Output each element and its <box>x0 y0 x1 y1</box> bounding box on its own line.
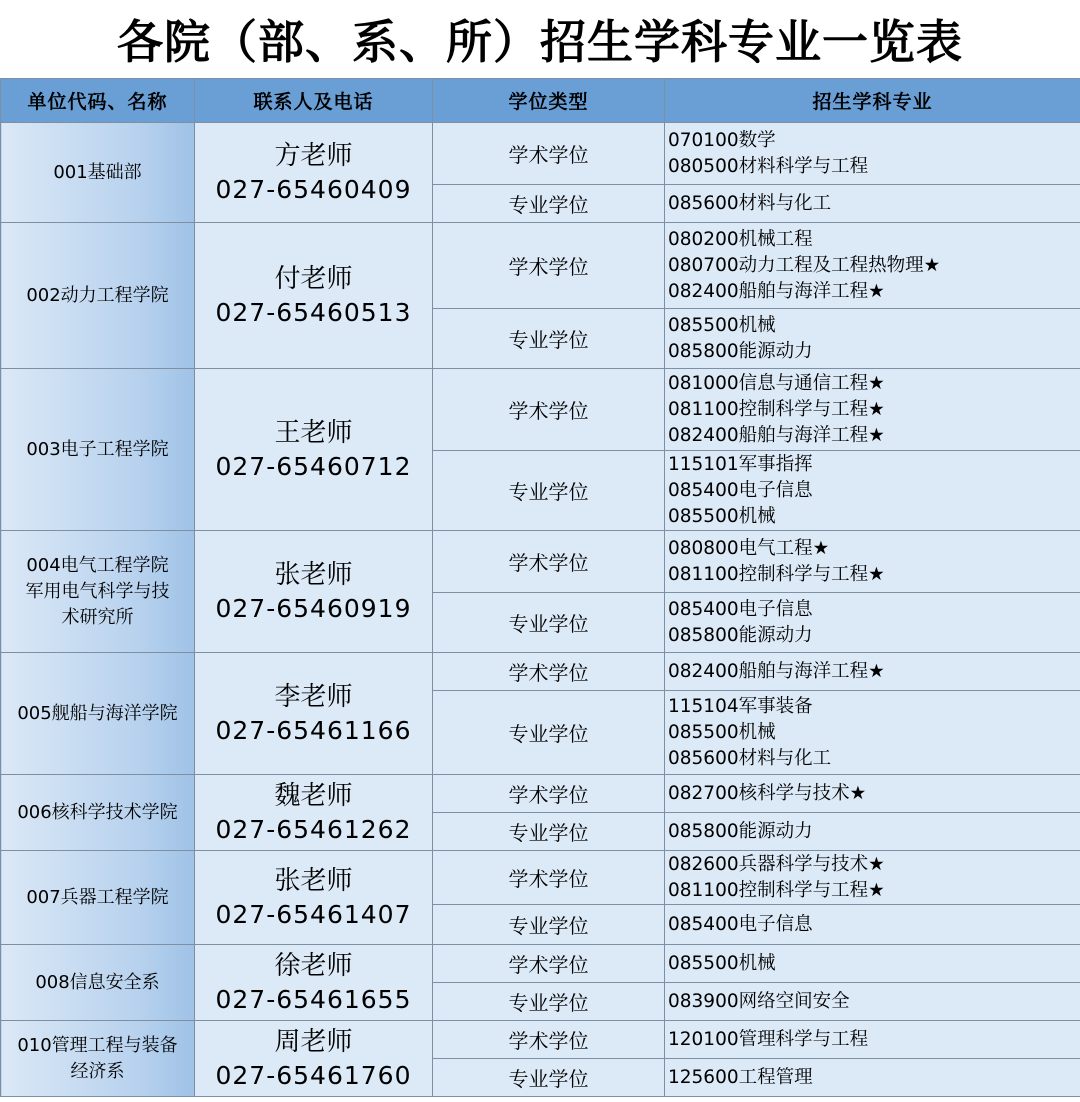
header-unit: 单位代码、名称 <box>1 79 195 123</box>
contact-name: 李老师 <box>274 681 353 712</box>
majors-cell <box>665 369 1080 451</box>
unit-name-line: 008信息安全系 <box>35 971 160 993</box>
contact-phone: 027-65461655 <box>215 984 412 1014</box>
major-item: 115104军事装备 <box>668 695 813 717</box>
major-item: 085600材料与化工 <box>668 192 832 214</box>
contact-phone: 027-65460919 <box>215 593 412 623</box>
major-item: 081100控制科学与工程★ <box>668 563 885 585</box>
contact-cell <box>195 945 433 1021</box>
contact-name: 魏老师 <box>274 780 353 811</box>
degree-type-cell: 学术学位 <box>433 369 665 451</box>
contact-cell <box>195 775 433 851</box>
header-degree-type: 学位类型 <box>433 79 665 123</box>
unit-name-line: 010管理工程与装备 <box>17 1034 178 1056</box>
major-item: 082600兵器科学与技术★ <box>668 853 885 875</box>
table-row <box>1 775 1080 813</box>
majors-cell <box>665 851 1080 905</box>
major-item: 085800能源动力 <box>668 340 813 362</box>
degree-type-cell: 专业学位 <box>433 309 665 369</box>
degree-type-cell: 学术学位 <box>433 851 665 905</box>
unit-name-line: 军用电气科学与技 <box>25 580 170 602</box>
contact-name: 徐老师 <box>274 950 353 981</box>
majors-cell <box>665 945 1080 983</box>
degree-type-cell: 学术学位 <box>433 223 665 309</box>
table-row <box>1 653 1080 691</box>
major-item: 082400船舶与海洋工程★ <box>668 280 885 302</box>
contact-phone: 027-65461760 <box>215 1060 412 1090</box>
table-row <box>1 369 1080 451</box>
major-item: 080700动力工程及工程热物理★ <box>668 254 941 276</box>
major-item: 082400船舶与海洋工程★ <box>668 660 885 682</box>
table-row <box>1 123 1080 185</box>
page-title: 各院（部、系、所）招生学科专业一览表 <box>117 15 963 69</box>
majors-cell <box>665 223 1080 309</box>
degree-type-cell: 专业学位 <box>433 593 665 653</box>
unit-name-line: 001基础部 <box>53 161 142 183</box>
majors-cell <box>665 185 1080 223</box>
unit-name-cell <box>1 851 195 945</box>
major-item: 085500机械 <box>668 505 776 527</box>
major-item: 082400船舶与海洋工程★ <box>668 424 885 446</box>
table-row <box>1 1021 1080 1059</box>
degree-type-cell: 学术学位 <box>433 653 665 691</box>
major-item: 125600工程管理 <box>668 1066 813 1088</box>
table-body <box>1 123 1080 1097</box>
contact-name: 王老师 <box>274 417 353 448</box>
header-majors: 招生学科专业 <box>665 79 1080 123</box>
contact-phone: 027-65461262 <box>215 814 412 844</box>
degree-type-cell: 专业学位 <box>433 451 665 531</box>
major-item: 080800电气工程★ <box>668 537 830 559</box>
unit-name-line: 004电气工程学院 <box>26 554 169 576</box>
degree-type-cell: 学术学位 <box>433 945 665 983</box>
major-item: 081100控制科学与工程★ <box>668 879 885 901</box>
header-row <box>1 79 1080 123</box>
majors-cell <box>665 1059 1080 1097</box>
major-item: 085600材料与化工 <box>668 747 832 769</box>
contact-cell <box>195 531 433 653</box>
majors-cell <box>665 905 1080 945</box>
unit-name-line: 术研究所 <box>61 606 134 628</box>
contact-name: 张老师 <box>274 559 353 590</box>
major-item: 120100管理科学与工程 <box>668 1028 869 1050</box>
table-row <box>1 223 1080 309</box>
major-item: 085500机械 <box>668 721 776 743</box>
unit-name-cell <box>1 1021 195 1097</box>
enrollment-table <box>0 78 1080 1097</box>
degree-type-cell: 专业学位 <box>433 983 665 1021</box>
degree-type-cell: 专业学位 <box>433 813 665 851</box>
majors-cell <box>665 123 1080 185</box>
unit-name-line: 经济系 <box>70 1060 125 1082</box>
contact-cell <box>195 123 433 223</box>
contact-phone: 027-65460513 <box>215 297 412 327</box>
degree-type-cell: 学术学位 <box>433 531 665 593</box>
contact-name: 付老师 <box>274 263 353 294</box>
contact-cell <box>195 653 433 775</box>
degree-type-cell: 学术学位 <box>433 775 665 813</box>
majors-cell <box>665 593 1080 653</box>
contact-name: 方老师 <box>274 140 353 171</box>
majors-cell <box>665 531 1080 593</box>
contact-name: 张老师 <box>274 865 353 896</box>
major-item: 085500机械 <box>668 952 776 974</box>
majors-cell <box>665 653 1080 691</box>
table-row <box>1 531 1080 593</box>
major-item: 082700核科学与技术★ <box>668 782 867 804</box>
contact-phone: 027-65460409 <box>215 174 412 204</box>
contact-phone: 027-65461166 <box>215 715 412 745</box>
major-item: 081100控制科学与工程★ <box>668 398 885 420</box>
unit-name-line: 002动力工程学院 <box>26 284 169 306</box>
major-item: 070100数学 <box>668 129 776 151</box>
degree-type-cell: 专业学位 <box>433 691 665 775</box>
degree-type-cell: 专业学位 <box>433 185 665 223</box>
majors-cell <box>665 983 1080 1021</box>
unit-name-cell <box>1 775 195 851</box>
unit-name-line: 005舰船与海洋学院 <box>17 702 178 724</box>
unit-name-line: 003电子工程学院 <box>26 438 169 460</box>
major-item: 115101军事指挥 <box>668 453 813 475</box>
contact-cell <box>195 369 433 531</box>
majors-cell <box>665 775 1080 813</box>
degree-type-cell: 学术学位 <box>433 123 665 185</box>
degree-type-cell: 专业学位 <box>433 1059 665 1097</box>
major-item: 085400电子信息 <box>668 598 813 620</box>
contact-cell <box>195 1021 433 1097</box>
unit-name-line: 007兵器工程学院 <box>26 886 169 908</box>
major-item: 085800能源动力 <box>668 820 813 842</box>
table-row <box>1 851 1080 905</box>
major-item: 083900网络空间安全 <box>668 990 850 1012</box>
major-item: 080500材料科学与工程 <box>668 155 869 177</box>
contact-phone: 027-65460712 <box>215 451 412 481</box>
majors-cell <box>665 309 1080 369</box>
major-item: 085500机械 <box>668 314 776 336</box>
unit-name-cell <box>1 223 195 369</box>
unit-name-cell <box>1 945 195 1021</box>
contact-name: 周老师 <box>274 1026 353 1057</box>
header-contact: 联系人及电话 <box>195 79 433 123</box>
major-item: 081000信息与通信工程★ <box>668 372 885 394</box>
major-item: 080200机械工程 <box>668 228 813 250</box>
major-item: 085400电子信息 <box>668 913 813 935</box>
majors-cell <box>665 691 1080 775</box>
majors-cell <box>665 451 1080 531</box>
contact-cell <box>195 851 433 945</box>
degree-type-cell: 专业学位 <box>433 905 665 945</box>
unit-name-cell <box>1 653 195 775</box>
unit-name-cell <box>1 123 195 223</box>
table-row <box>1 945 1080 983</box>
contact-phone: 027-65461407 <box>215 899 412 929</box>
unit-name-cell <box>1 369 195 531</box>
major-item: 085800能源动力 <box>668 624 813 646</box>
majors-cell <box>665 1021 1080 1059</box>
majors-cell <box>665 813 1080 851</box>
unit-name-line: 006核科学技术学院 <box>17 801 178 823</box>
major-item: 085400电子信息 <box>668 479 813 501</box>
contact-cell <box>195 223 433 369</box>
unit-name-cell <box>1 531 195 653</box>
degree-type-cell: 学术学位 <box>433 1021 665 1059</box>
